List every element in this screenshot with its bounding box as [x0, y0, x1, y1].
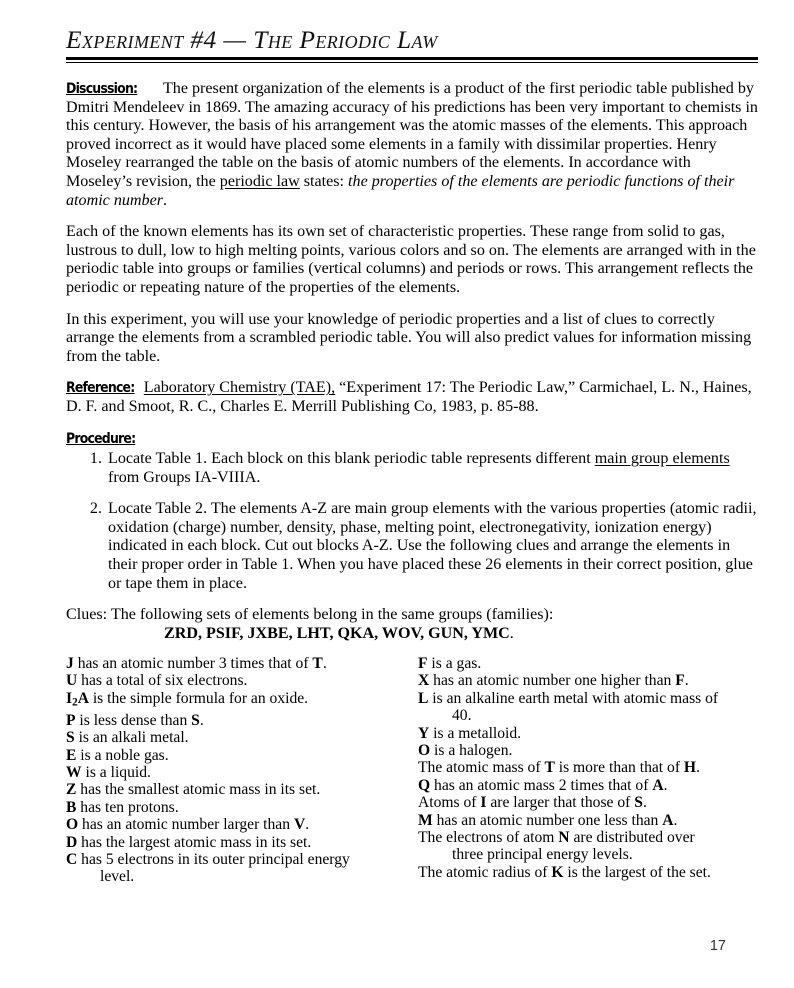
clue-text: has the smallest atomic mass in its set.	[76, 781, 321, 799]
procedure-heading: Procedure:	[66, 430, 136, 447]
clue-continuation: 40.	[452, 707, 472, 725]
clue-item	[418, 759, 766, 776]
periodic-law-term: periodic law	[219, 172, 300, 190]
clues-intro: Clues: The following sets of elements belong in the same groups (families):	[66, 606, 554, 624]
page-number: 17	[709, 938, 726, 954]
clue-subscript: 2	[72, 696, 78, 709]
periodic-law-statement: the properties of the elements are periodic functions of their atomic number	[66, 172, 735, 209]
clue-text: has an atomic number larger than	[78, 816, 294, 834]
clue-text-tail: .	[305, 816, 310, 834]
discussion-text-1: The present organization of the elements is a product of the first periodic table published by Dmitri Mendeleev in 1869. The amazing accuracy of his predictions has been very important to chemists in this century. However, the basis of his arrangement was the atomic masses of the elements. This approach proved incorrect as it would have placed some elements in a family with dissimilar properties. Henry Moseley rearranged the table on the basis of atomic numbers of the elements. In accordance with Moseley’s revision, the	[66, 80, 758, 190]
reference-paragraph	[66, 379, 758, 416]
reference-citation: “Experiment 17: The Periodic Law,” Carmichael, L. N., Haines, D. F. and Smoot, R. C., Charles E. Merrill Publishing Co, 1983, p. 85-88.	[66, 379, 752, 415]
clue-item	[418, 829, 766, 864]
clue-item	[418, 864, 766, 881]
clue-prefix: Atoms of	[418, 794, 481, 812]
clue-element-symbol: Z	[66, 781, 77, 799]
clue-item	[418, 672, 766, 689]
main-group-elements-term: main group elements	[594, 450, 730, 468]
procedure-item-text-1: Locate Table 1. Each block on this blank periodic table represents different	[108, 450, 595, 468]
clue-text: is a liquid.	[81, 763, 151, 781]
clues-sets-period: .	[509, 624, 514, 642]
clue-element-reference: A	[662, 811, 674, 829]
clue-element-symbol: M	[418, 811, 433, 829]
clue-text: is a gas.	[427, 655, 482, 672]
clue-item	[418, 794, 766, 811]
discussion-heading: Discussion:	[66, 81, 138, 97]
page-title: Experiment #4 — The Periodic Law	[66, 25, 438, 54]
reference-book-title: Laboratory Chemistry (TAE),	[143, 379, 336, 397]
clue-element-reference: S	[634, 794, 643, 812]
clue-element-symbol: X	[418, 672, 430, 690]
clue-text: has ten protons.	[76, 798, 179, 816]
clue-text-tail: .	[642, 794, 647, 812]
procedure-item-text-1: Locate Table 2. The elements A-Z are main group elements with the various properties (atomic radii, oxidation (charge) number, density, phase, melting point, electronegativity, ionization energy) indicated in each block. Cut out blocks A-Z. Use the following clues and arrange the elements in their proper order in Table 1. When you have placed these 26 elements in their correct position, glue or tape them in place.	[108, 500, 757, 592]
clue-element-symbol: I	[480, 794, 487, 812]
discussion-text-end: .	[163, 191, 168, 209]
clue-element-symbol: F	[418, 655, 428, 672]
discussion-text-2: states:	[299, 172, 349, 190]
clue-text: is an alkaline earth metal with atomic mass of	[428, 689, 719, 707]
clue-text: has a total of six electrons.	[77, 672, 248, 690]
clue-text-tail: .	[663, 776, 668, 794]
clue-text: has an atomic number one less than	[432, 811, 663, 829]
clue-element-reference: S	[191, 711, 200, 729]
clue-element-symbol-2: A	[77, 689, 89, 707]
clue-item	[66, 764, 396, 781]
clue-text: is the simple formula for an oxide.	[88, 689, 309, 707]
clue-element-symbol: O	[66, 816, 79, 834]
clue-element-reference: A	[652, 776, 664, 794]
clue-item	[66, 851, 396, 886]
clues-left-column	[66, 655, 396, 886]
procedure-list	[66, 450, 758, 593]
clue-item	[66, 655, 396, 672]
clue-item	[418, 777, 766, 794]
clue-item	[66, 672, 396, 689]
clue-element-symbol: O	[418, 742, 431, 760]
clue-prefix: The atomic mass of	[418, 759, 545, 777]
procedure-item-number: 1.	[89, 450, 102, 468]
clue-item	[66, 712, 396, 729]
clue-element-reference: T	[312, 655, 323, 672]
procedure-item	[66, 450, 758, 487]
clue-item	[66, 781, 396, 798]
clue-element-symbol: T	[544, 759, 555, 777]
clue-text: is a noble gas.	[76, 746, 169, 764]
clue-text: has an atomic mass 2 times that of	[430, 776, 653, 794]
procedure-item	[66, 500, 758, 593]
clue-element-symbol: W	[66, 763, 82, 781]
clue-text: is more than that of	[554, 759, 684, 777]
clues-element-sets	[66, 625, 758, 644]
clue-prefix: The atomic radius of	[418, 863, 552, 881]
clue-text: are distributed over	[569, 829, 695, 847]
clue-element-symbol: Q	[418, 776, 431, 794]
clue-text-tail: .	[673, 811, 678, 829]
clue-item	[66, 729, 396, 746]
procedure-item-number: 2.	[89, 500, 102, 518]
clue-element-symbol: J	[66, 655, 74, 672]
clue-text: is a halogen.	[430, 742, 513, 760]
clue-element-symbol: E	[66, 746, 77, 764]
document-body	[66, 80, 758, 643]
reference-heading: Reference:	[66, 380, 135, 397]
clue-item	[66, 690, 396, 712]
clue-item	[418, 742, 766, 759]
clue-text: has an atomic number 3 times that of	[73, 655, 313, 672]
clue-text: is a metalloid.	[429, 724, 522, 742]
discussion-paragraph-1	[66, 80, 758, 210]
clue-item	[418, 725, 766, 742]
clue-item	[418, 812, 766, 829]
clue-text: are larger that those of	[486, 794, 635, 812]
clue-text-tail: .	[322, 655, 327, 672]
clue-element-symbol: L	[418, 689, 429, 707]
clues-sets-text: ZRD, PSIF, JXBE, LHT, QKA, WOV, GUN, YMC	[164, 624, 510, 642]
procedure-item-text-2: from Groups IA-VIIIA.	[108, 468, 261, 486]
clue-text: has the largest atomic mass in its set.	[77, 833, 312, 851]
clue-item	[66, 799, 396, 816]
clue-prefix: The electrons of atom	[418, 829, 559, 847]
page-header	[66, 27, 758, 63]
clue-element-symbol: Y	[418, 724, 430, 742]
header-rule-thick	[66, 57, 758, 60]
clue-element-symbol: I	[66, 689, 73, 707]
clue-text-tail: .	[684, 672, 689, 690]
clue-text-tail: .	[199, 711, 204, 729]
clue-text: has 5 electrons in its outer principal energy	[77, 850, 350, 868]
clue-element-reference: V	[293, 816, 306, 834]
clue-text: is an alkali metal.	[74, 729, 189, 747]
clue-text: is the largest of the set.	[563, 863, 711, 881]
clue-element-symbol: B	[66, 798, 77, 816]
clue-item	[418, 690, 766, 725]
clue-element-symbol: K	[551, 863, 564, 881]
clue-element-symbol: P	[66, 711, 76, 729]
header-rule-thin	[66, 62, 758, 63]
clue-text: is less dense than	[75, 711, 192, 729]
discussion-paragraph-3: In this experiment, you will use your knowledge of periodic properties and a list of clues to correctly arrange the elements from a scrambled periodic table. You will also predict values for information missing from the table.	[66, 310, 752, 365]
clue-continuation: level.	[100, 868, 135, 886]
clue-item	[66, 816, 396, 833]
procedure-heading-line	[66, 430, 758, 449]
clue-item	[66, 834, 396, 851]
clue-text: has an atomic number one higher than	[429, 672, 676, 690]
discussion-paragraph-2: Each of the known elements has its own set of characteristic properties. These range from solid to gas, lustrous to dull, low to high melting points, various colors and so on. The elements are arranged with in the periodic table into groups or families (vertical columns) and periods or rows. This arrangement reflects the periodic or repeating nature of the properties of the elements.	[66, 223, 756, 296]
clue-element-symbol: C	[66, 850, 78, 868]
clue-element-reference: H	[683, 759, 697, 777]
clue-continuation: three principal energy levels.	[452, 846, 633, 864]
clue-item	[66, 747, 396, 764]
clues-right-column	[418, 655, 766, 881]
clue-item	[418, 655, 766, 672]
clue-element-symbol: S	[66, 729, 75, 747]
clue-element-reference: F	[675, 672, 685, 690]
clue-text-tail: .	[696, 759, 700, 777]
clue-element-symbol: U	[66, 672, 78, 690]
clue-element-symbol: N	[558, 829, 570, 847]
clue-element-symbol: D	[66, 833, 78, 851]
